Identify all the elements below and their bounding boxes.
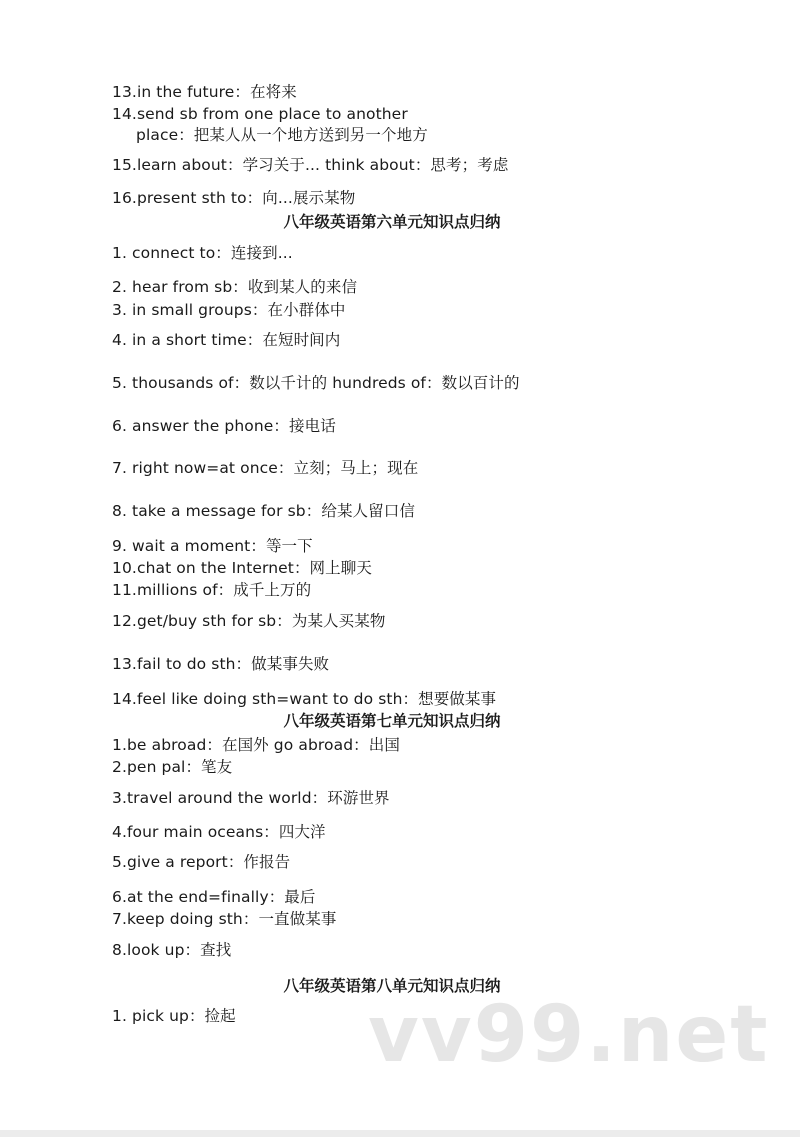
list-item: 4. in a short time：在短时间内 xyxy=(112,331,341,349)
section-heading-unit6: 八年级英语第六单元知识点归纳 xyxy=(283,213,501,231)
list-item: 1.be abroad：在国外 go abroad：出国 xyxy=(112,736,400,754)
list-item: 7. right now=at once：立刻；马上；现在 xyxy=(112,459,419,477)
list-item: 10.chat on the Internet：网上聊天 xyxy=(112,559,372,577)
list-item: 9. wait a moment：等一下 xyxy=(112,537,313,555)
list-item: 3.travel around the world：环游世界 xyxy=(112,789,390,807)
list-item: 5.give a report：作报告 xyxy=(112,853,291,871)
list-item: 8. take a message for sb：给某人留口信 xyxy=(112,502,415,520)
list-item: 12.get/buy sth for sb：为某人买某物 xyxy=(112,612,386,630)
watermark: vv99.net xyxy=(368,990,770,1080)
list-item: 2. hear from sb：收到某人的来信 xyxy=(112,278,358,296)
list-item: 3. in small groups：在小群体中 xyxy=(112,301,346,319)
page-bottom-edge xyxy=(0,1130,800,1137)
section-heading-unit7: 八年级英语第七单元知识点归纳 xyxy=(283,712,501,730)
list-item: 14.send sb from one place to another xyxy=(112,105,408,123)
list-item: 14.feel like doing sth=want to do sth：想要做某事 xyxy=(112,690,497,708)
list-item: 11.millions of：成千上万的 xyxy=(112,581,312,599)
list-item: 1. connect to：连接到... xyxy=(112,244,293,262)
list-item: 16.present sth to：向...展示某物 xyxy=(112,189,356,207)
list-item: 6.at the end=finally：最后 xyxy=(112,888,316,906)
list-item: 4.four main oceans：四大洋 xyxy=(112,823,326,841)
section-heading-unit8: 八年级英语第八单元知识点归纳 xyxy=(283,977,501,995)
list-item: 15.learn about：学习关于... think about：思考；考虑 xyxy=(112,156,509,174)
list-item: 1. pick up：捡起 xyxy=(112,1007,236,1025)
list-item: 2.pen pal：笔友 xyxy=(112,758,233,776)
list-item-continuation: place：把某人从一个地方送到另一个地方 xyxy=(136,126,428,144)
list-item: 13.fail to do sth：做某事失败 xyxy=(112,655,330,673)
list-item: 7.keep doing sth：一直做某事 xyxy=(112,910,337,928)
list-item: 5. thousands of：数以千计的 hundreds of：数以百计的 xyxy=(112,374,520,392)
list-item: 8.look up：查找 xyxy=(112,941,232,959)
list-item: 6. answer the phone：接电话 xyxy=(112,417,336,435)
list-item: 13.in the future：在将来 xyxy=(112,83,297,101)
